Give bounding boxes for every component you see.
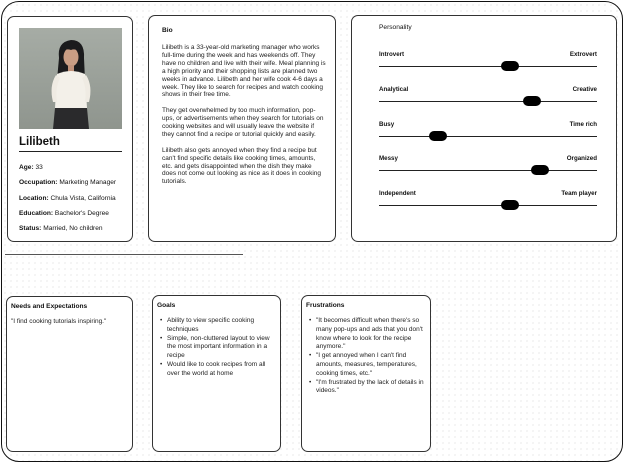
- frustrations-list: [316, 317, 426, 396]
- trait-analytical-creative: [379, 86, 597, 106]
- slider-track: [379, 101, 597, 102]
- profile-card: [7, 16, 133, 242]
- trait-introvert-extrovert: [379, 51, 597, 71]
- fact-education: Education: Bachelor's Degree: [19, 209, 109, 217]
- needs-card: [6, 296, 133, 452]
- goals-card: [152, 295, 281, 452]
- frustrations-card: [301, 295, 431, 452]
- list-item: • "I get annoyed when I can't find amounts, measures, temperatures, cooking times, etc.": [316, 352, 426, 378]
- trait-independent-teamplayer: [379, 190, 597, 210]
- slider-knob[interactable]: [429, 131, 447, 141]
- trait-right-label: Organized: [566, 155, 597, 162]
- goals-title: Goals: [157, 302, 176, 309]
- frustrations-title: Frustrations: [306, 302, 345, 309]
- bio-title: Bio: [162, 27, 173, 34]
- trait-right-label: Time rich: [569, 121, 597, 128]
- trait-left-label: Messy: [379, 155, 398, 162]
- fact-age: Age: 33: [19, 164, 43, 171]
- list-item: • "It becomes difficult when there's so many pop-ups and ads that you don't know where to look for the recipe anymore.": [316, 317, 426, 352]
- bio-paragraph: Lilibeth is a 33-year-old marketing manager who works full-time during the week and has weekends off. They have no children and live with their wife. Meal planning is a high priority and their shopping lists are planned two weeks in advance. Lilibeth and her wife cook 4-6 days a week. They like to search for recipes and watch cooking shows in their free time.: [162, 44, 326, 99]
- fact-occupation: Occupation: Marketing Manager: [19, 179, 117, 187]
- list-item: • Simple, non-cluttered layout to view the most important information in a recipe: [167, 335, 277, 361]
- trait-busy-timerich: [379, 121, 597, 141]
- trait-right-label: Creative: [572, 86, 597, 93]
- trait-right-label: Team player: [561, 190, 597, 197]
- slider-track: [379, 205, 597, 206]
- goals-list: [167, 317, 277, 379]
- section-divider: [5, 254, 243, 255]
- slider-track: [379, 66, 597, 67]
- needs-quote: "I find cooking tutorials inspiring.": [11, 318, 107, 325]
- trait-right-label: Extrovert: [569, 51, 597, 58]
- trait-left-label: Independent: [379, 190, 416, 197]
- fact-location: Location: Chula Vista, California: [19, 194, 116, 202]
- trait-left-label: Busy: [379, 121, 395, 128]
- persona-facts: [19, 164, 131, 240]
- persona-board: [1, 1, 623, 462]
- slider-knob[interactable]: [531, 165, 549, 175]
- name-divider: [19, 151, 122, 152]
- trait-messy-organized: [379, 155, 597, 175]
- slider-knob[interactable]: [523, 96, 541, 106]
- personality-card: [351, 15, 617, 242]
- slider-track: [379, 170, 597, 171]
- slider-knob[interactable]: [501, 61, 519, 71]
- profile-photo: [19, 28, 122, 129]
- slider-knob[interactable]: [501, 200, 519, 210]
- list-item: • "I'm frustrated by the lack of details in videos.": [316, 379, 426, 397]
- list-item: • Ability to view specific cooking techniques: [167, 317, 277, 335]
- slider-track: [379, 136, 597, 137]
- list-item: • Would like to cook recipes from all over the world at home: [167, 361, 277, 379]
- bio-card: [148, 15, 336, 242]
- bio-text: [162, 44, 326, 194]
- bio-paragraph: Lilibeth also gets annoyed when they find a recipe but can't find specific details like cooking times, amounts, etc. and gets disappointed when the dish they make does not come out looking as nice as it does in cooking tutorials.: [162, 146, 321, 186]
- bio-paragraph: They get overwhelmed by too much information, pop-ups, or advertisements when they search for tutorials on cooking websites and will usually leave the website if they cannot find a recipe or tutorial quickly and easily.: [162, 107, 324, 138]
- persona-name: Lilibeth: [19, 136, 60, 148]
- trait-left-label: Introvert: [379, 51, 405, 58]
- fact-status: Status: Married, No children: [19, 225, 103, 233]
- trait-left-label: Analytical: [379, 86, 409, 93]
- needs-title: Needs and Expectations: [11, 303, 88, 310]
- personality-title: Personality: [379, 24, 412, 31]
